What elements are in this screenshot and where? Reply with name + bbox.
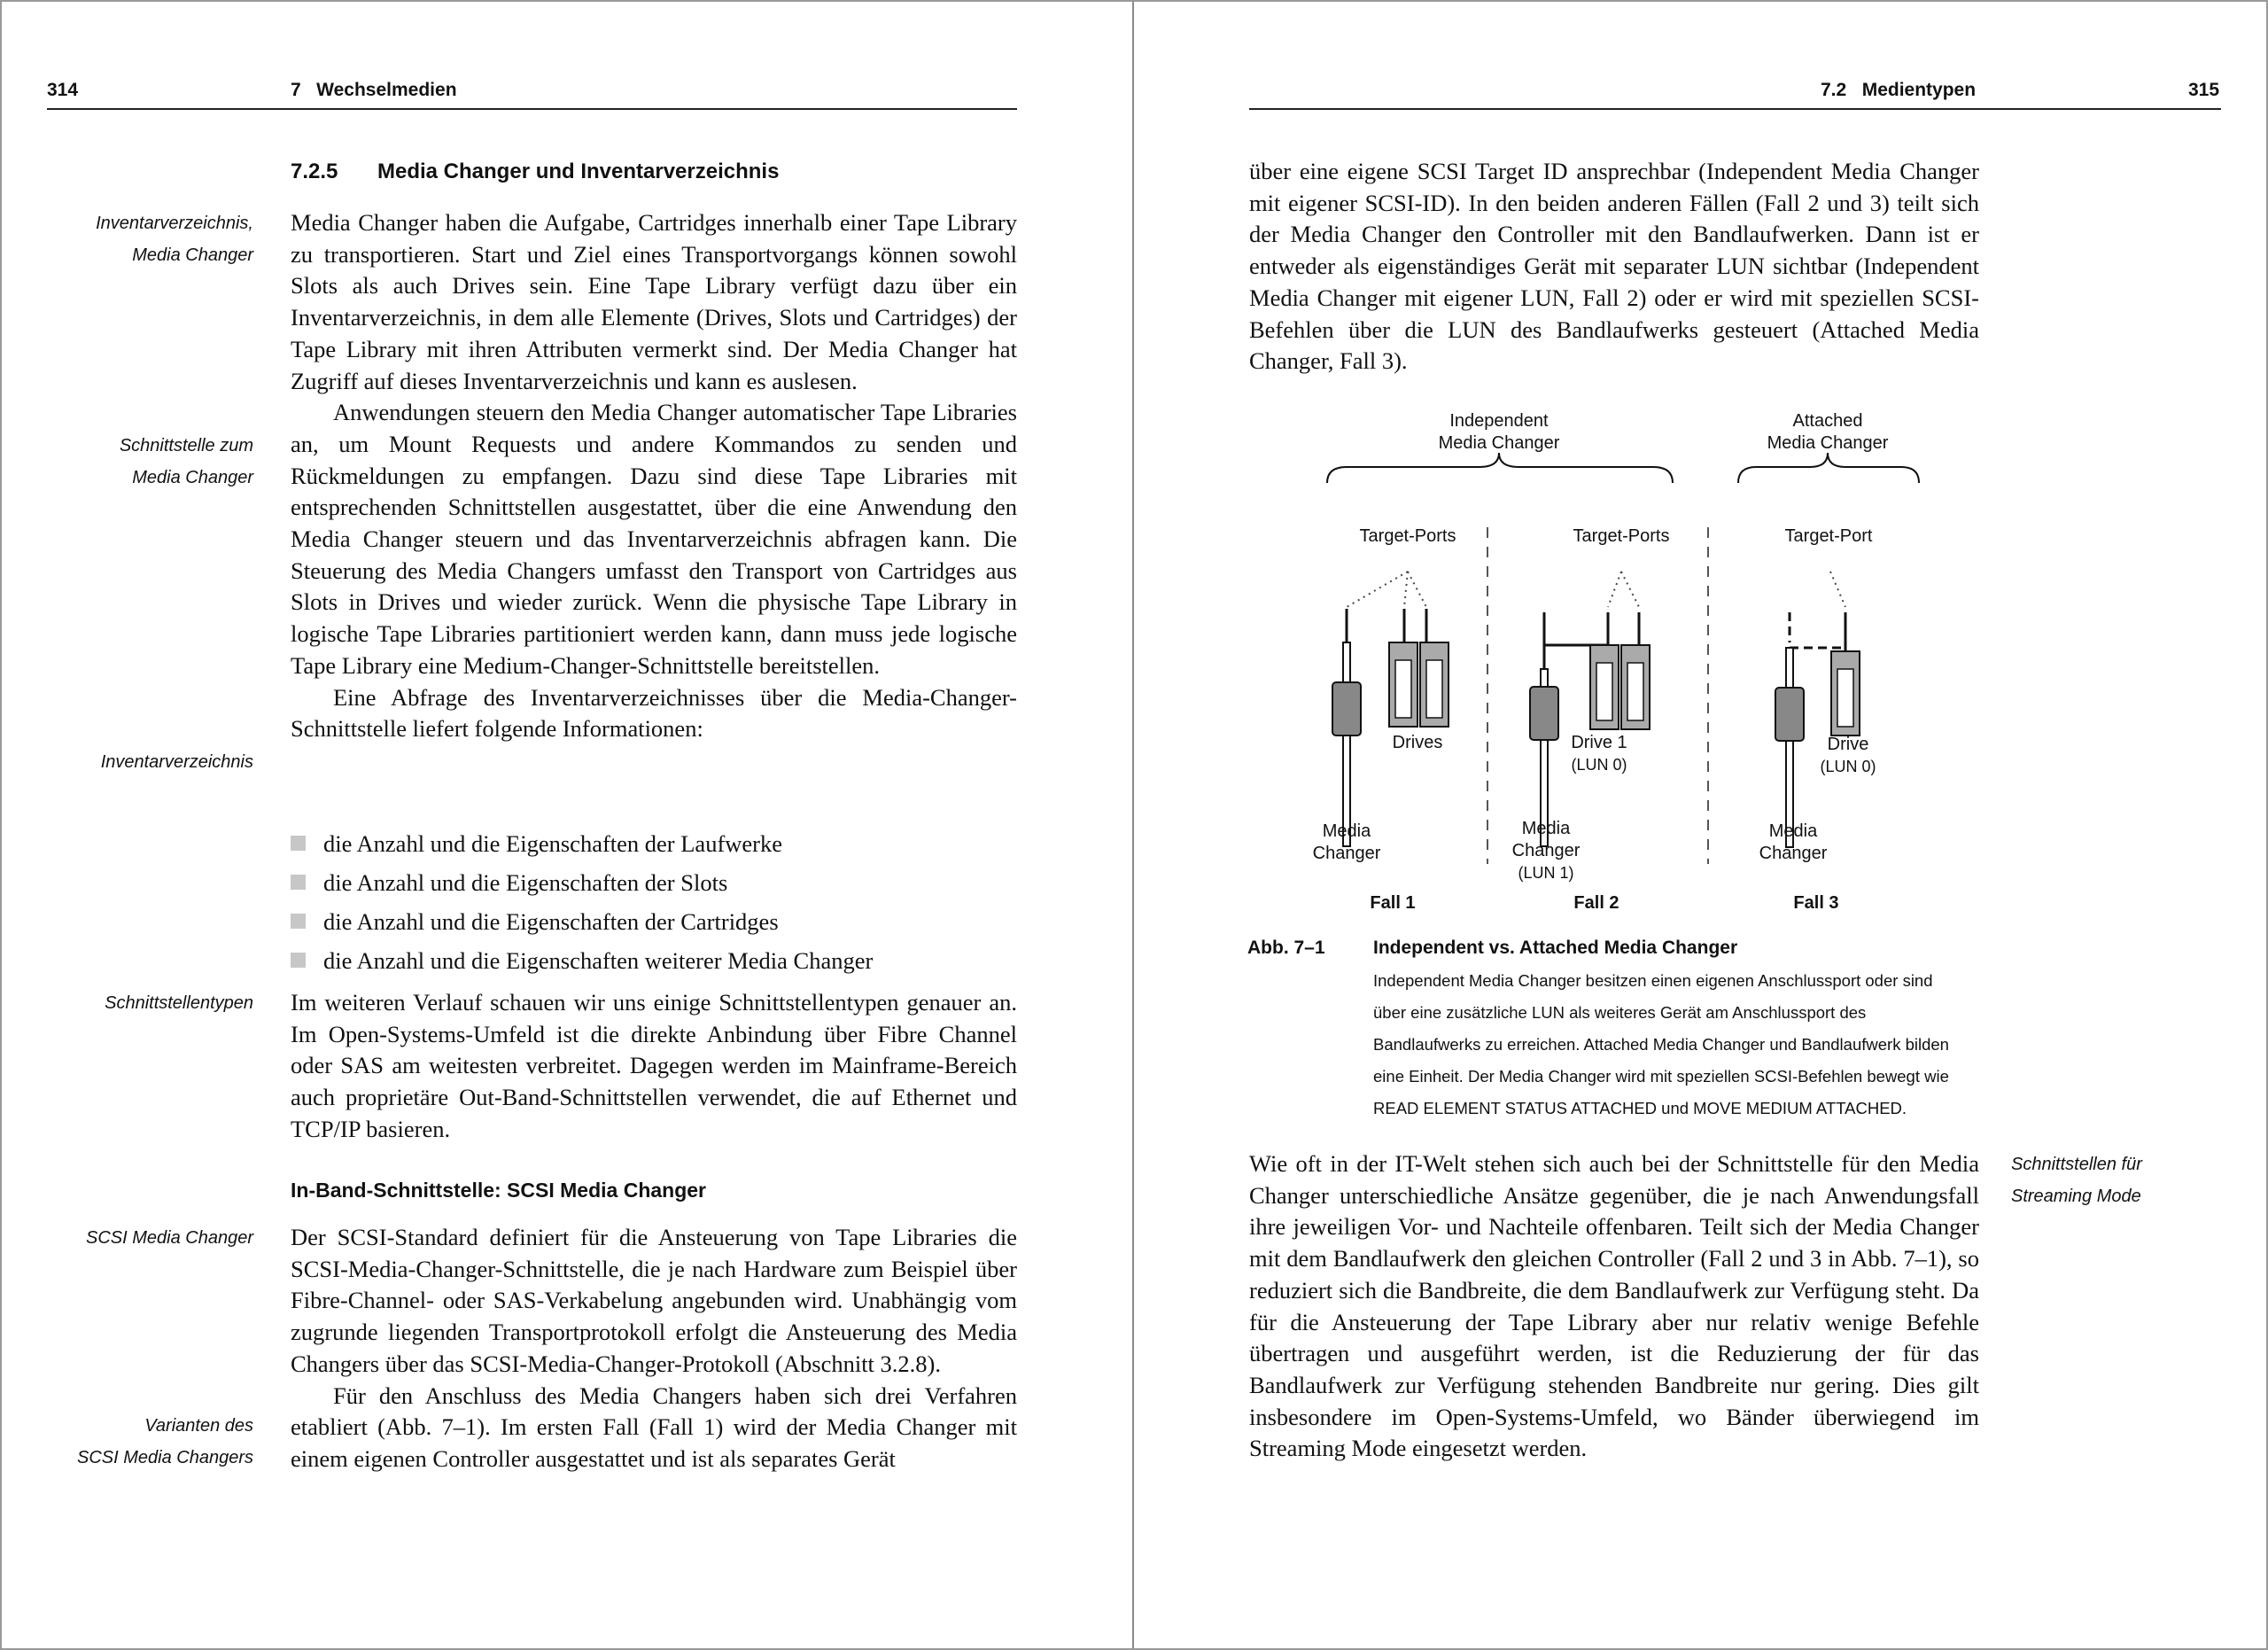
page-number: 314 bbox=[47, 80, 79, 100]
header-rule-right bbox=[1249, 108, 2221, 110]
brace-attached bbox=[1738, 453, 1919, 483]
media-changer-gripper-icon bbox=[1775, 688, 1804, 741]
running-header-section: 7.2 Medientypen bbox=[1821, 80, 1977, 100]
margin-note-variants: Varianten des SCSI Media Changers bbox=[77, 1416, 253, 1467]
paragraph: Für den Anschluss des Media Changers haben sich drei Verfahren etabliert (Abb. 7–1). Im ersten Fall (Fall 1) wird der Media Changer mit einem eigenen Controller ausgestattet und ist als separates Gerät bbox=[291, 1381, 1017, 1472]
label-mc2-lun: (LUN 1) bbox=[1518, 864, 1574, 882]
margin-note-inventory: Inventarverzeichnis, Media Changer bbox=[96, 214, 253, 265]
bullet-square-icon bbox=[291, 875, 306, 890]
label-independent-2: Media Changer bbox=[1438, 433, 1560, 453]
media-changer-diagram bbox=[1240, 403, 1949, 926]
label-drive1-lun: (LUN 0) bbox=[1571, 756, 1627, 774]
body-text-right-2 bbox=[1249, 1148, 1979, 1465]
margin-note-interface: Schnittstelle zum Media Changer bbox=[119, 436, 253, 487]
label-target-port-3: Target-Port bbox=[1784, 526, 1873, 546]
label-fall2: Fall 2 bbox=[1573, 893, 1619, 913]
section-number: 7.2.5 bbox=[291, 160, 338, 183]
label-mc1: Media bbox=[1322, 821, 1371, 841]
label-fall1: Fall 1 bbox=[1370, 893, 1416, 913]
media-changer-gripper-icon bbox=[1332, 682, 1361, 735]
label-fall3: Fall 3 bbox=[1793, 893, 1839, 913]
label-independent: Independent bbox=[1449, 411, 1549, 431]
label-drive1: Drive 1 bbox=[1571, 733, 1627, 752]
paragraph: Wie oft in der IT-Welt stehen sich auch bei der Schnittstelle für den Media Changer unterschiedliche Ansätze gegenüber, die je nach Anwendungsfall ihre jeweiligen Vor- und Nachteile offenbaren. Teilt sich der Media Changer mit dem Bandlaufwerk den gleichen Controller (Fall 2 und 3 in Abb. 7–1), so reduziert sich die Bandbreite, die dem Bandlaufwerk zur Verfügung steht. Da für die Ansteuerung der Tape Library aber nur relativ wenige Befehle übertragen und ausgeführt werden, ist die Reduzierung der für das Bandlaufwerk zur Verfügung stehenden Bandbreite nur gering. Dies gilt insbesondere im Open-Systems-Umfeld, wo Bänder überwiegend im Streaming Mode eingesetzt werden. bbox=[1249, 1150, 1979, 1462]
fall2-setup bbox=[1530, 572, 1650, 846]
bullet-list bbox=[291, 824, 1017, 980]
figure-number: Abb. 7–1 bbox=[1247, 938, 1325, 958]
running-header-chapter: 7 Wechselmedien bbox=[291, 80, 457, 100]
label-target-ports-2: Target-Ports bbox=[1573, 526, 1670, 546]
list-item: die Anzahl und die Eigenschaften der Cartridges bbox=[291, 902, 1017, 941]
paragraph: über eine eigene SCSI Target ID ansprechbar (Independent Media Changer mit eigener SCSI-ID). In den beiden anderen Fällen (Fall 2 und 3) teilt sich der Media Changer den Controller mit den Bandlaufwerken. Dann ist er entweder als eigenständiges Gerät mit separater LUN sichtbar (Independent Media Changer mit eigener LUN, Fall 2) oder er wird mit speziellen SCSI-Befehlen über die LUN des Bandlaufwerks gesteuert (Attached Media Changer, Fall 3). bbox=[1249, 158, 1979, 375]
body-text-right-1 bbox=[1249, 156, 1979, 377]
fall1-setup bbox=[1332, 572, 1449, 846]
fall3-setup bbox=[1775, 572, 1860, 847]
page-number-right: 315 bbox=[2188, 80, 2220, 100]
header-rule bbox=[47, 108, 1017, 110]
label-drive-lun: (LUN 0) bbox=[1820, 758, 1876, 775]
margin-note-inventory-2: Inventarverzeichnis bbox=[100, 752, 253, 772]
label-attached-2: Media Changer bbox=[1767, 433, 1889, 453]
label-mc1-2: Changer bbox=[1312, 844, 1381, 863]
body-text-block-1 bbox=[291, 207, 1017, 745]
paragraph: Im weiteren Verlauf schauen wir uns einige Schnittstellentypen genauer an. Im Open-Systems-Umfeld ist die direkte Anbindung über Fibre Channel oder SAS am weitesten verbreitet. Dagegen werden im Mainframe-Bereich auch proprietäre Out-Band-Schnittstellen verwendet, die auf Ethernet und TCP/IP basieren. bbox=[291, 989, 1017, 1142]
label-mc3: Media bbox=[1768, 821, 1818, 841]
margin-note-interface-types: Schnittstellentypen bbox=[105, 993, 253, 1013]
list-item: die Anzahl und die Eigenschaften der Laufwerke bbox=[291, 824, 1017, 863]
label-attached: Attached bbox=[1792, 411, 1863, 431]
left-page bbox=[0, 0, 1133, 1650]
label-mc3-2: Changer bbox=[1759, 844, 1828, 863]
paragraph: Der SCSI-Standard definiert für die Ansteuerung von Tape Libraries die SCSI-Media-Changer-Schnittstelle, die je nach Hardware zum Beispiel über Fibre-Channel- oder SAS-Verkabelung angebunden wird. Unabhängig vom zugrunde liegenden Transportprotokoll erfolgt die Ansteuerung des Media Changers über das SCSI-Media-Changer-Protokoll (Abschnitt 3.2.8). bbox=[291, 1224, 1017, 1377]
list-item: die Anzahl und die Eigenschaften der Slots bbox=[291, 863, 1017, 902]
paragraph: Anwendungen steuern den Media Changer automatischer Tape Libraries an, um Mount Requests und andere Kommandos zu senden und Rückmeldungen zu empfangen. Dazu sind diese Tape Libraries mit entsprechenden Schnittstellen ausgestattet, über die eine Anwendung den Media Changer steuern und das Inventarverzeichnis abfragen kann. Die Steuerung des Media Changers umfasst den Transport von Cartridges aus Slots in Drives und wieder zurück. Wenn die physische Tape Library in logische Tape Libraries partitioniert werden kann, dann muss jede logische Tape Library eine Medium-Changer-Schnittstelle bereitstellen. bbox=[291, 399, 1017, 679]
label-drives: Drives bbox=[1392, 733, 1443, 752]
figure-caption: Independent Media Changer besitzen einen eigenen Anschlussport oder sind über eine zusätzliche LUN als weiteres Gerät am Anschlussport des Bandlaufwerks zu erreichen. Attached Media Changer und Bandlaufwerk bilden eine Einheit. Der Media Changer wird mit speziellen SCSI-Befehlen bewegt wie READ ELEMENT STATUS ATTACHED und MOVE MEDIUM ATTACHED. bbox=[1373, 971, 1949, 1117]
section-title: Media Changer und Inventarverzeichnis bbox=[377, 160, 780, 183]
paragraph: Media Changer haben die Aufgabe, Cartridges innerhalb einer Tape Library zu transportieren. Start und Ziel eines Transportvorgangs können sowohl Slots als auch Drives sein. Eine Tape Library verfügt dazu über ein Inventarverzeichnis, in dem alle Elemente (Drives, Slots und Cartridges) der Tape Library mit ihren Attributen vermerkt sind. Der Media Changer hat Zugriff auf dieses Inventarverzeichnis und kann es auslesen. bbox=[291, 209, 1017, 394]
media-changer-gripper-icon bbox=[1530, 687, 1558, 740]
label-drive: Drive bbox=[1827, 735, 1869, 754]
paragraph: Eine Abfrage des Inventarverzeichnisses über die Media-Changer-Schnittstelle liefert folgende Informationen: bbox=[291, 683, 1017, 743]
subheading: In-Band-Schnittstelle: SCSI Media Changer bbox=[291, 1179, 706, 1202]
body-text-block-3 bbox=[291, 1222, 1017, 1475]
book-gutter bbox=[1132, 0, 1134, 1650]
body-text-block-2 bbox=[291, 987, 1017, 1146]
bullet-square-icon bbox=[291, 953, 306, 968]
list-item: die Anzahl und die Eigenschaften weiterer Media Changer bbox=[291, 941, 1017, 980]
label-target-ports-1: Target-Ports bbox=[1359, 526, 1456, 546]
margin-note-scsi: SCSI Media Changer bbox=[86, 1228, 253, 1248]
brace-independent bbox=[1327, 453, 1673, 483]
label-mc2-2: Changer bbox=[1511, 841, 1581, 860]
bullet-square-icon bbox=[291, 836, 306, 851]
margin-note-streaming: Schnittstellen für Streaming Mode bbox=[2011, 1155, 2142, 1206]
figure-title: Independent vs. Attached Media Changer bbox=[1373, 938, 1738, 958]
bullet-square-icon bbox=[291, 914, 306, 929]
label-mc2: Media bbox=[1521, 819, 1571, 838]
